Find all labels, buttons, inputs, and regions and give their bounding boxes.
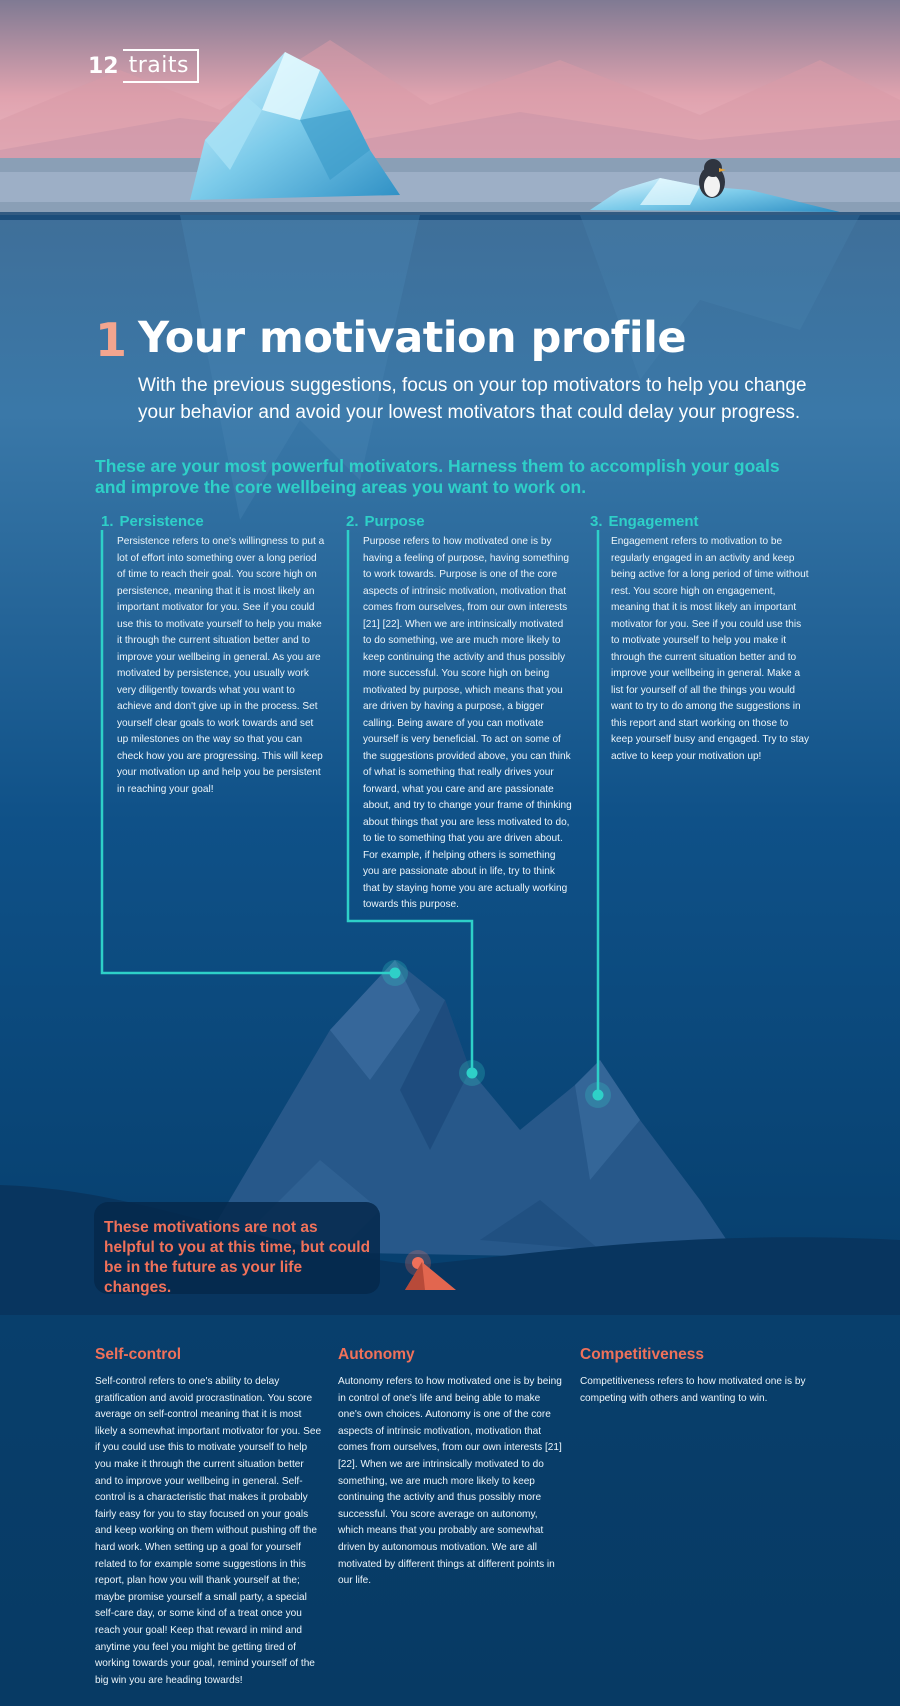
motivator-description: Engagement refers to motivation to be regularly engaged in an activity and keep being active for a long period of time without rest. You score high on engagement, meaning that it is most likely an important motivator for you. See if you could use this to motivate yourself to help you make it through the current situation better and to improve your wellbeing in general. Make a list for yourself of all the things you would want to try to do among the suggestions in this report and start working on those to keep yourself busy and engaged. Try to stay active to keep your motivation up!: [611, 536, 810, 762]
weak-motivators-callout-text: These motivations are not as helpful to you at this time, but could be in the future as your life changes.: [104, 1219, 371, 1296]
low-motivator-title: Autonomy: [338, 1346, 415, 1363]
weak-motivators-callout: [94, 1202, 380, 1294]
low-motivator-autonomy: [338, 1345, 566, 1590]
powerful-motivators-heading: These are your most powerful motivators. Harness them to accomplish your goals and improve the core wellbeing areas you want to work on.: [95, 456, 780, 497]
connector-node-purpose: [459, 1060, 485, 1086]
motivator-purpose: [346, 513, 573, 914]
motivator-title-text: Engagement: [608, 513, 699, 530]
motivator-index: 2.: [346, 513, 359, 530]
motivator-engagement: [590, 513, 811, 765]
motivator-description: Persistence refers to one's willingness to put a lot of effort into something over a long period of time to reach their goal. You score high on persistence, meaning that it is most likely an important motivator for you. See if you could use this to motivate yourself to help you make it through the current situation better and to improve your wellbeing in general. As you are motivated by persistence, you usually work very diligently towards what you want to achieve and don't give up in the process. Set yourself clear goals to work towards and set up milestones on the way so that you can check how you are progressing. This will keep your motivation up and help you be persistent in reaching your goal!: [117, 536, 325, 795]
low-motivator-competitiveness: [580, 1345, 806, 1407]
page-subtitle: With the previous suggestions, focus on your top motivators to help you change your behavior and avoid your lowest motivators that could delay your progress.: [138, 375, 807, 423]
motivator-index: 1.: [101, 513, 114, 530]
connector-node-engagement: [585, 1082, 611, 1108]
low-motivator-description: Autonomy refers to how motivated one is by being in control of one's life and being able to make one's own choices. Autonomy is one of the core aspects of intrinsic motivation, motivation that comes from ourselves, from our own interests [21] [22]. When we are intrinsically motivated to do something, we are much more likely to keep continuing the activity and thus possibly more successful. You score average on autonomy, which means that you probably are somewhat driven by autonomous motivation. We are all motivated by different things at different points in our life.: [338, 1376, 562, 1587]
logo-number: 12: [88, 53, 119, 79]
page-title: Your motivation profile: [138, 313, 687, 363]
motivator-title-text: Persistence: [119, 513, 204, 530]
brand-logo[interactable]: [88, 50, 199, 82]
motivator-index: 3.: [590, 513, 603, 530]
low-motivator-description: Self-control refers to one's ability to delay gratification and avoid procrastination. You score average on self-control meaning that it is most likely a somewhat important motivator for you. See if you could use this to motivate yourself to help you make it through the current situation better and to improve your wellbeing in general. Self-control is a characteristic that makes it probably fairly easy for you to stay focused on your goals and keep working on them without pushing off the hard work. When setting up a goal for yourself related to for example some suggestions in this report, plan how you will thank yourself at the; maybe promise yourself a small party, a special self-care day, or some kind of a treat once you reach your goal! Keep that reward in mind and anytime you feel you might be getting tired of working towards your goal, remind yourself of the big win you are heading towards!: [95, 1376, 322, 1686]
motivator-title: [101, 513, 327, 531]
motivator-title: [346, 513, 573, 531]
logo-word: traits: [123, 49, 199, 83]
motivator-title: [590, 513, 811, 531]
low-motivator-description: Competitiveness refers to how motivated one is by competing with others and wanting to win.: [580, 1376, 806, 1404]
low-motivator-title: Self-control: [95, 1346, 182, 1363]
motivator-persistence: [101, 513, 327, 798]
low-motivator-self-control: [95, 1345, 323, 1689]
motivator-title-text: Purpose: [364, 513, 425, 530]
connector-node-persistence: [382, 960, 408, 986]
section-number: 1: [95, 313, 128, 367]
motivator-description: Purpose refers to how motivated one is by having a feeling of purpose, having something to work towards. Purpose is one of the core aspects of intrinsic motivation, motivation that comes from ourselves, from our own interests [21] [22]. When we are intrinsically motivated to do something, we are much more likely to keep continuing the activity and thus possibly more successful. You score high on being motivated by purpose, which means that you are driven by having a purpose, a bigger calling. Being aware of you can motivate yourself is very beneficial. To act on some of the suggestions provided above, you can think of what is something that really drives your forward, what you care and are passionate about, and try to change your frame of thinking about things that you are less motivated to do, to tie to something that you are driven about. For example, if helping others is something you are passionate about in life, try to think that by staying home you are actually working towards this purpose.: [363, 536, 572, 910]
low-motivator-title: Competitiveness: [580, 1346, 705, 1363]
